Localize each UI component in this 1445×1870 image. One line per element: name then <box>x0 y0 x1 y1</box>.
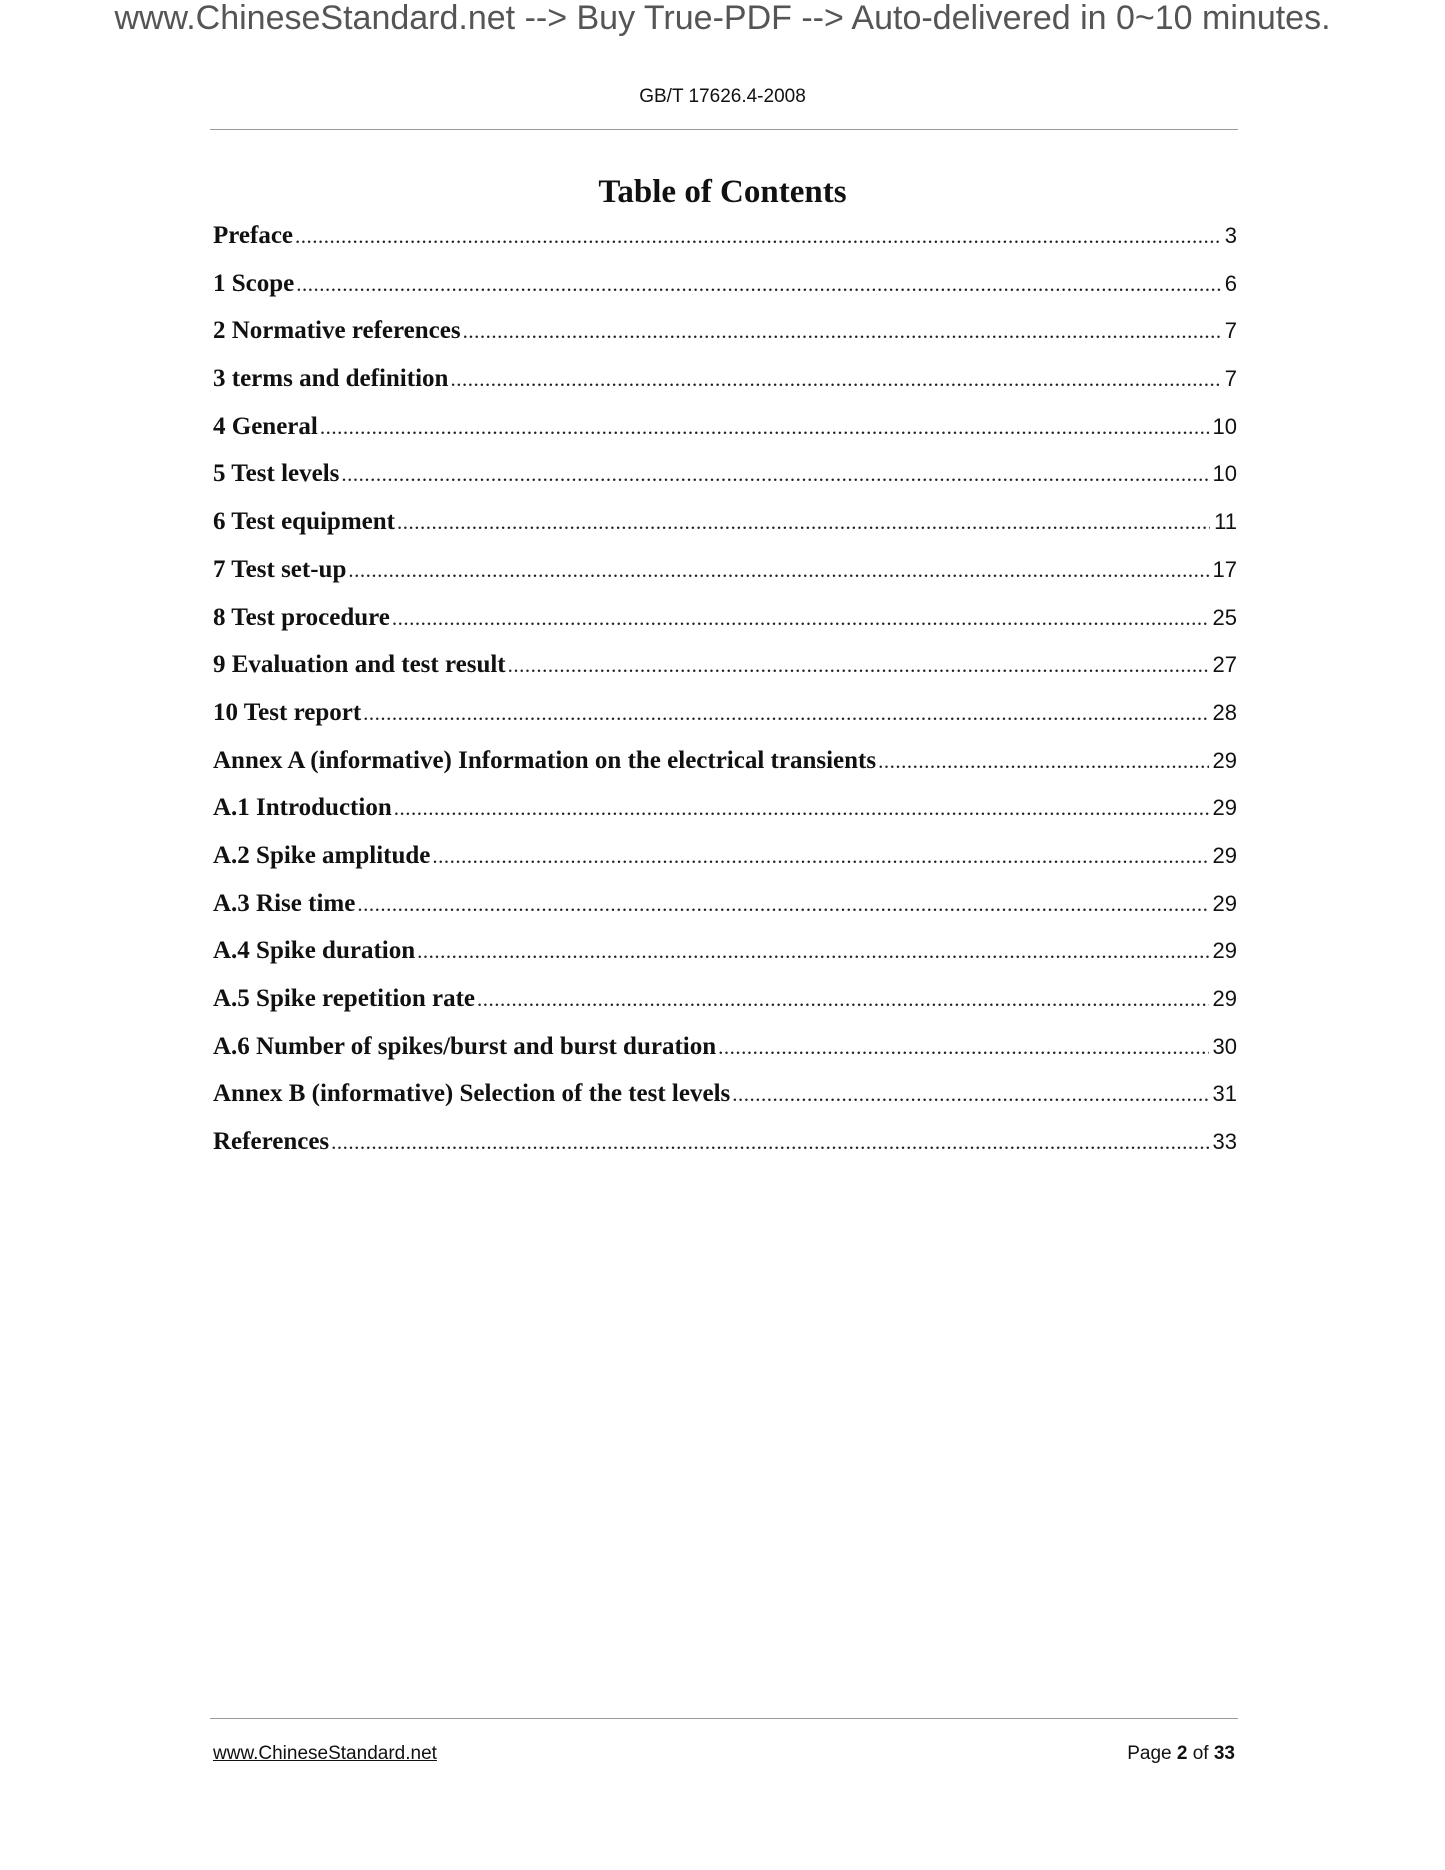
toc-entry-page: 3 <box>1224 223 1237 248</box>
toc-entry-page: 29 <box>1212 890 1237 916</box>
dot-leader <box>397 502 1210 542</box>
toc-entry-label: 10 Test report <box>213 698 362 726</box>
toc-entry-label: A.4 Spike duration <box>213 937 416 965</box>
page-number <box>1127 1743 1235 1765</box>
dot-leader <box>394 788 1209 828</box>
dot-leader <box>296 264 1221 304</box>
toc-entry-evaluation-and-test-result[interactable] <box>213 645 1237 693</box>
toc-entry-label: A.5 Spike repetition rate <box>213 985 476 1012</box>
toc-entry-test-levels[interactable] <box>213 454 1237 502</box>
toc-entry-label: 1 Scope <box>213 269 295 297</box>
dot-leader <box>348 550 1208 590</box>
page-title: Table of Contents <box>598 174 847 210</box>
toc-entry-label: 5 Test levels <box>213 460 340 488</box>
dot-leader <box>363 693 1208 733</box>
dot-leader <box>732 1074 1208 1114</box>
dot-leader <box>508 645 1209 685</box>
toc-entry-page: 7 <box>1224 366 1237 392</box>
toc-entry-page: 25 <box>1212 604 1237 630</box>
dot-leader <box>477 979 1209 1019</box>
toc-entry-label: A.3 Rise time <box>213 889 356 917</box>
dot-leader <box>432 836 1208 876</box>
toc-entry-page: 6 <box>1224 270 1237 296</box>
toc-entry-page: 30 <box>1212 1033 1237 1059</box>
page-prefix: Page <box>1127 1743 1172 1764</box>
footer-website-link[interactable]: www.ChineseStandard.net <box>213 1743 437 1764</box>
dot-leader <box>331 1122 1208 1162</box>
toc-entry-label: 7 Test set-up <box>213 555 347 583</box>
toc-entry-preface[interactable] <box>213 216 1237 264</box>
toc-entry-label: Annex A (informative) Information on the electrical transients <box>213 746 877 774</box>
dot-leader <box>295 216 1221 256</box>
toc-entry-label: 4 General <box>213 412 318 440</box>
toc-entry-label: Preface <box>213 222 294 249</box>
dot-leader <box>878 741 1208 781</box>
toc-entry-page: 29 <box>1212 795 1237 821</box>
footer-divider <box>210 1718 1238 1719</box>
dot-leader <box>718 1027 1208 1067</box>
toc-entry-references[interactable] <box>213 1122 1237 1170</box>
dot-leader <box>392 598 1209 638</box>
dot-leader <box>341 454 1208 494</box>
toc-entry-test-equipment[interactable] <box>213 502 1237 550</box>
dot-leader <box>417 931 1208 971</box>
toc-entry-page: 29 <box>1212 986 1237 1011</box>
total-pages: 33 <box>1213 1743 1235 1764</box>
toc-entry-general[interactable] <box>213 407 1237 455</box>
toc-entry-a1-introduction[interactable] <box>213 788 1237 836</box>
toc-entry-page: 11 <box>1214 509 1237 535</box>
toc-entry-terms-and-definition[interactable] <box>213 359 1237 407</box>
toc-entry-annex-a[interactable] <box>213 741 1237 789</box>
toc-entry-page: 10 <box>1212 413 1237 439</box>
dot-leader <box>320 407 1209 447</box>
toc-entry-label: A.1 Introduction <box>213 794 392 822</box>
toc-entry-label: 3 terms and definition <box>213 365 449 393</box>
toc-entry-annex-b[interactable] <box>213 1074 1237 1122</box>
toc-entry-a6-number-of-spikes[interactable] <box>213 1027 1237 1075</box>
toc-entry-label: A.2 Spike amplitude <box>213 841 431 869</box>
standard-code: GB/T 17626.4-2008 <box>639 86 806 107</box>
current-page: 2 <box>1176 1743 1188 1764</box>
toc-entry-page: 27 <box>1212 652 1237 678</box>
toc-entry-label: 8 Test procedure <box>213 603 390 631</box>
toc-entry-page: 33 <box>1212 1129 1237 1155</box>
toc-entry-label: 2 Normative references <box>213 317 461 345</box>
toc-entry-label: 9 Evaluation and test result <box>213 651 506 679</box>
toc-entry-a5-spike-repetition-rate[interactable] <box>213 979 1237 1027</box>
toc-list <box>213 216 1237 1170</box>
toc-entry-normative-references[interactable] <box>213 311 1237 359</box>
toc-entry-page: 17 <box>1212 556 1237 582</box>
toc-entry-a3-rise-time[interactable] <box>213 884 1237 932</box>
toc-entry-label: Annex B (informative) Selection of the test levels <box>213 1080 731 1108</box>
watermark-banner: www.ChineseStandard.net --> Buy True-PDF --> Auto-delivered in 0~10 minutes. <box>114 0 1331 37</box>
toc-entry-test-report[interactable] <box>213 693 1237 741</box>
toc-entry-page: 31 <box>1212 1081 1237 1107</box>
toc-entry-page: 29 <box>1212 842 1237 868</box>
dot-leader <box>463 311 1221 351</box>
toc-entry-scope[interactable] <box>213 264 1237 312</box>
toc-entry-a2-spike-amplitude[interactable] <box>213 836 1237 884</box>
toc-entry-a4-spike-duration[interactable] <box>213 931 1237 979</box>
toc-entry-label: 6 Test equipment <box>213 508 395 536</box>
toc-entry-page: 7 <box>1224 318 1237 344</box>
dot-leader <box>357 884 1208 924</box>
dot-leader <box>450 359 1220 399</box>
toc-entry-test-procedure[interactable] <box>213 598 1237 646</box>
toc-entry-page: 29 <box>1212 747 1237 773</box>
toc-entry-page: 29 <box>1212 938 1237 964</box>
toc-entry-label: A.6 Number of spikes/burst and burst duration <box>213 1032 717 1060</box>
toc-entry-label: References <box>213 1128 330 1156</box>
toc-entry-page: 28 <box>1212 699 1237 725</box>
toc-entry-page: 10 <box>1212 461 1237 487</box>
toc-entry-test-set-up[interactable] <box>213 550 1237 598</box>
header-divider <box>210 129 1238 130</box>
page-separator: of <box>1192 1743 1209 1764</box>
